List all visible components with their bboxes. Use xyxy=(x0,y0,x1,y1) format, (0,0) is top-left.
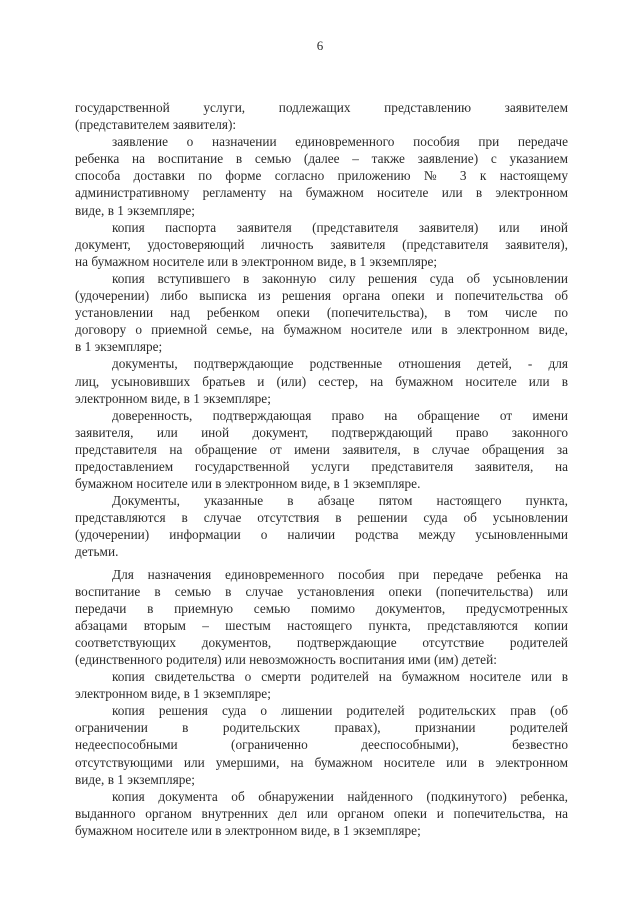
text-line: (единственного родителя) или невозможность воспитания ими (им) детей: xyxy=(75,652,497,667)
document-body xyxy=(75,99,568,839)
text-line: документ, удостоверяющий личность заявителя (представителя заявителя), xyxy=(75,236,568,252)
text-line: бумажном носителе или в электронном виде, в 1 экземпляре; xyxy=(75,822,421,838)
text-line: копия паспорта заявителя (представителя заявителя) или иной xyxy=(112,219,568,235)
text-line: документы, подтверждающие родственные отношения детей, - для xyxy=(112,356,568,372)
text-line: отсутствующими или умершими, на бумажном носителе или в электронном xyxy=(75,754,568,770)
text-line: копия вступившего в законную силу решения суда об усыновлении xyxy=(112,270,568,286)
text-line: виде, в 1 экземпляре; xyxy=(75,202,195,218)
text-line: представителя на обращение от имени заявителя, в случае обращения за xyxy=(75,441,568,457)
text-line: копия свидетельства о смерти родителей на бумажном носителе или в xyxy=(112,669,568,685)
text-line: электронном виде, в 1 экземпляре; xyxy=(75,390,271,406)
text-line: ограничении в родительских правах), признании родителей xyxy=(75,720,568,736)
text-line: административному регламенту на бумажном носителе или в электронном xyxy=(75,185,568,201)
text-line: заявителя, или иной документ, подтверждающий право законного xyxy=(75,424,568,440)
text-line: (представителем заявителя): xyxy=(75,117,237,133)
text-line: ребенка на воспитание в семью (далее – также заявление) с указанием xyxy=(75,151,568,167)
text-line: Документы, указанные в абзаце пятом настоящего пункта, xyxy=(112,493,568,509)
text-line: доверенность, подтверждающая право на обращение от имени xyxy=(112,407,568,423)
text-line: (удочерении) либо выписка из решения органа опеки и попечительства об xyxy=(75,288,568,304)
text-line: копия решения суда о лишении родителей родительских прав (об xyxy=(112,703,568,719)
text-line: в 1 экземпляре; xyxy=(75,339,163,355)
text-line: заявление о назначении единовременного пособия при передаче xyxy=(112,134,568,150)
text-line: детьми. xyxy=(75,544,119,560)
text-line: недееспособными (ограниченно дееспособными), безвестно xyxy=(75,737,568,753)
text-line: (удочерении) информации о наличии родства между усыновленными xyxy=(75,527,568,543)
text-line: государственной услуги, подлежащих представлению заявителем xyxy=(75,100,568,115)
text-line: представляются в случае отсутствия в решении суда об усыновлении xyxy=(75,510,568,526)
text-line: передачи в приемную семью помимо документов, предусмотренных xyxy=(75,600,568,616)
text-line: копия документа об обнаружении найденного (подкинутого) ребенка, xyxy=(112,788,568,804)
text-line: установлении над ребенком опеки (попечительства), в том числе по xyxy=(75,305,568,321)
text-line: абзацами вторым – шестым настоящего пункта, представляются копии xyxy=(75,617,568,633)
text-line: воспитание в семью в случае установления опеки (попечительства) или xyxy=(75,583,568,599)
text-line: предоставлением государственной услуги представителя заявителя, на xyxy=(75,458,568,474)
text-line: договору о приемной семье, на бумажном носителе или в электронном виде, xyxy=(75,322,568,338)
page-number: 6 xyxy=(316,38,324,53)
text-line: Для назначения единовременного пособия при передаче ребенка на xyxy=(112,566,568,582)
text-line: выданного органом внутренних дел или органом опеки и попечительства, на xyxy=(75,805,568,821)
text-line: на бумажном носителе или в электронном виде, в 1 экземпляре; xyxy=(75,253,438,269)
text-line: виде, в 1 экземпляре; xyxy=(75,771,195,787)
text-line: способа доставки по форме согласно приложению № 3 к настоящему xyxy=(75,168,568,184)
text-line: соответствующих документов, подтверждающие отсутствие родителей xyxy=(75,634,568,650)
text-line: лиц, усыновивших братьев и (или) сестер, на бумажном носителе или в xyxy=(75,373,568,389)
text-line: бумажном носителе или в электронном виде, в 1 экземпляре. xyxy=(75,476,421,492)
text-line: электронном виде, в 1 экземпляре; xyxy=(75,686,271,702)
